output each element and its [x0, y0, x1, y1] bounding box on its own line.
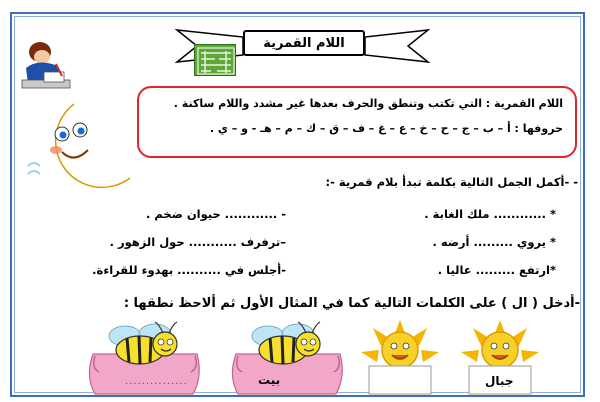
exercise-row	[30, 228, 570, 256]
sentence-item: * ............ ملك الغابة .	[424, 207, 556, 221]
exercise-sentences	[30, 200, 570, 284]
calligraphy-tile-icon	[194, 44, 236, 76]
writing-child-icon	[18, 38, 73, 93]
bee-word-card	[85, 318, 205, 398]
sun-icon	[355, 318, 445, 398]
card-blank: ...............	[125, 376, 188, 387]
bee-icon	[228, 318, 348, 398]
definition-text: اللام القمرية : التي تكتب وتنطق والحرف بعدها غير مشدد واللام ساكنة .	[173, 97, 563, 110]
exercise-heading: - -أكمل الجمل التالية بكلمة تبدأ بلام قمرية -:	[325, 175, 578, 189]
definition-box	[137, 86, 577, 158]
sentence-item: * يروي ......... أرضه .	[432, 235, 556, 249]
card-word: جبال	[485, 374, 514, 388]
exercise-row	[30, 256, 570, 284]
sentence-item: - ............ حيوان ضخم .	[146, 207, 286, 221]
sun-word-card	[455, 318, 545, 398]
page-title: اللام القمرية	[243, 30, 365, 56]
instruction-text: -أدخل ( ال ) على الكلمات التالية كما في المثال الأول ثم ألاحظ نطقها :	[123, 296, 580, 311]
sentence-item: –ترفرف ........... حول الزهور .	[109, 235, 286, 249]
letters-list: حروفها : أ – ب – ج – ح – خ – ع – غ – ف – ق – ك – م – هـ - و – ي .	[209, 122, 563, 135]
sentence-item: -أجلس في .......... بهدوء للقراءة.	[92, 263, 286, 277]
exercise-row	[30, 200, 570, 228]
sentence-item: *ارتفع ......... عاليا .	[437, 263, 556, 277]
bee-word-card	[228, 318, 348, 398]
card-word: بيت	[258, 373, 281, 387]
sun-word-card	[355, 318, 445, 398]
smiling-moon-icon	[26, 100, 136, 190]
